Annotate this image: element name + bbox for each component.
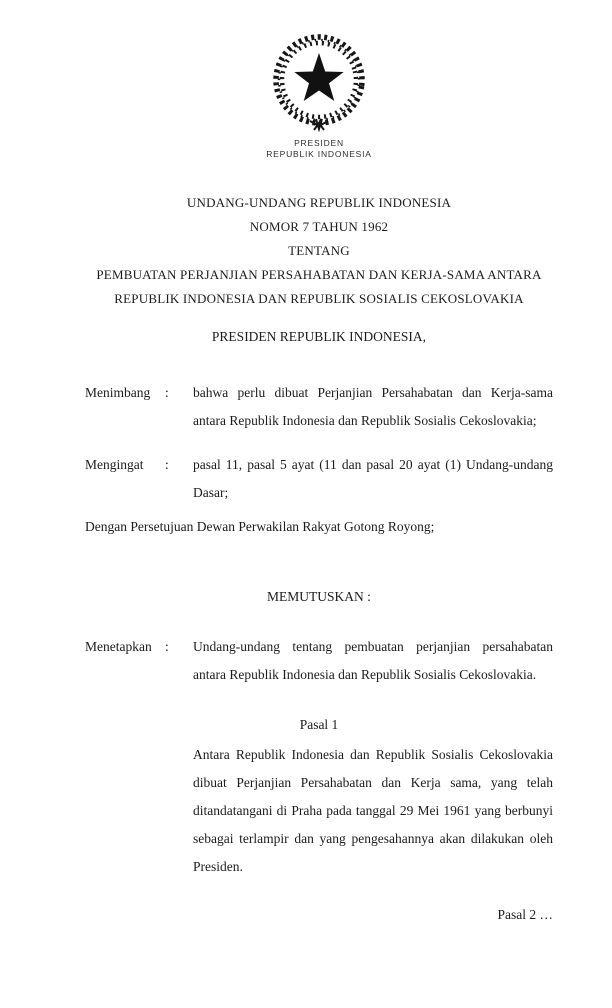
row-label: Menetapkan [85,639,152,654]
opening-line: PRESIDEN REPUBLIK INDONESIA, [211,329,427,344]
row-text: pasal 11, pasal 5 ayat (11 dan pasal 20 ayat (1) Undang-undang Dasar; [193,457,553,500]
law-title-line1: UNDANG-UNDANG REPUBLIK INDONESIA [186,195,452,210]
law-title-line3: TENTANG [288,243,350,258]
document-content [85,0,553,923]
row-text: Undang-undang tentang pembuatan perjanjian persahabatan antara Republik Indonesia dan Republik Sosialis Cekoslovakia. [193,639,553,682]
article-1-body: Antara Republik Indonesia dan Republik Sosialis Cekoslovakia dibuat Perjanjian Persahabatan dan Kerja sama, yang telah ditandatangani di Praha pada tanggal 29 Mei 1961 yang berbunyi sebagai terlampir dan yang pengesahannya akan dilakukan oleh Presiden. [193,747,553,874]
law-title-line4: PEMBUATAN PERJANJIAN PERSAHABATAN DAN KERJA-SAMA ANTARA [96,267,542,282]
presidential-emblem [85,0,553,160]
row-colon: : [165,385,169,400]
next-page-catchword: Pasal 2 … [497,907,553,922]
decision-heading: MEMUTUSKAN : [267,589,371,604]
enactment-row-menetapkan [85,633,553,689]
consideration-row-menimbang [85,379,553,435]
consideration-row-mengingat [85,451,553,507]
row-label: Mengingat [85,457,144,472]
agreement-line: Dengan Persetujuan Dewan Perwakilan Rakyat Gotong Royong; [85,519,435,534]
row-text: bahwa perlu dibuat Perjanjian Persahabatan dan Kerja-sama antara Republik Indonesia dan Republik Sosialis Cekoslovakia; [193,385,553,428]
star-wreath-icon [263,33,375,135]
emblem-caption-republik: REPUBLIK INDONESIA [266,149,372,159]
row-colon: : [165,457,169,472]
law-title-line5: REPUBLIK INDONESIA DAN REPUBLIK SOSIALIS CEKOSLOVAKIA [114,291,524,306]
law-title-block [85,191,553,311]
article-1-heading: Pasal 1 [299,717,339,732]
row-label: Menimbang [85,385,151,400]
row-colon: : [165,639,169,654]
law-title-line2: NOMOR 7 TAHUN 1962 [249,219,389,234]
emblem-caption-presiden: PRESIDEN [294,138,344,148]
